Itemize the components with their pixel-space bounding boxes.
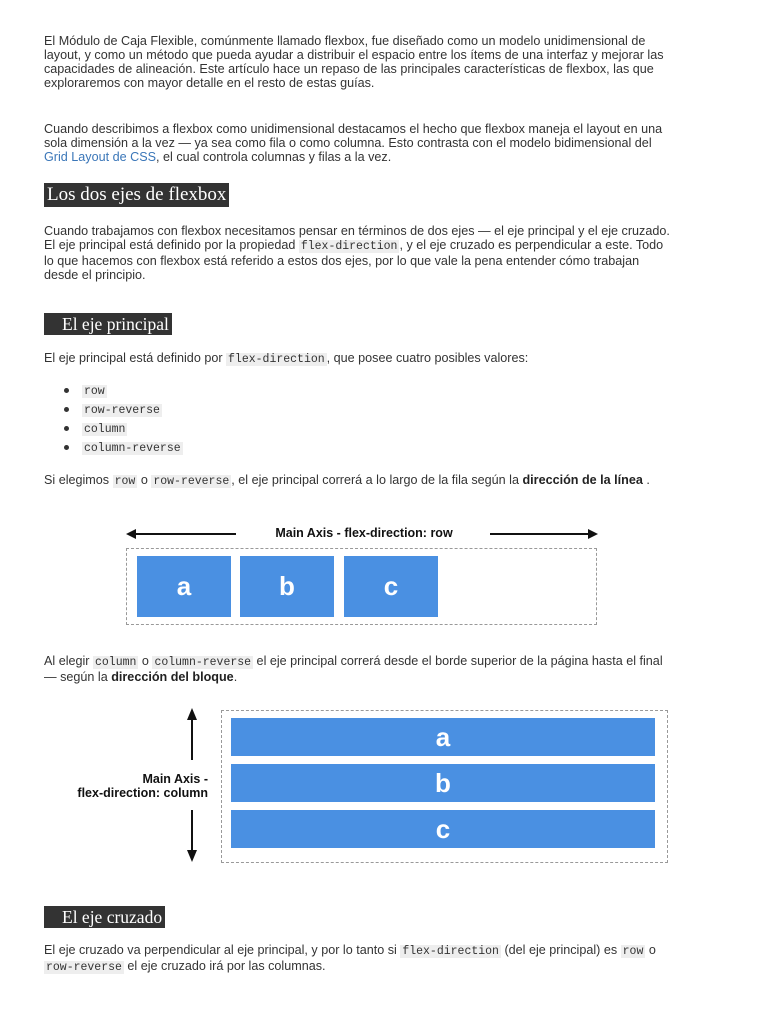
diagram-column-label: Main Axis - flex-direction: column	[77, 772, 208, 800]
column-paragraph: Al elegir column o column-reverse el eje principal correrá desde el borde superior de la página hasta el final — según la dirección del bloque.	[44, 654, 663, 684]
unidimensional-paragraph: Cuando describimos a flexbox como unidimensional destacamos el hecho que flexbox maneja el layout en una sola dimensión a la vez — ya sea como fila o como columna. Esto contrasta con el modelo bidimensional del Grid Layout de CSS, el cual controla columnas y filas a la vez.	[44, 122, 663, 164]
list-item: row	[82, 381, 183, 400]
list-item: column	[82, 419, 183, 438]
list-item: column-reverse	[82, 438, 183, 457]
main-axis-paragraph: El eje principal está definido por flex-direction , que posee cuatro posibles valores:	[44, 351, 529, 366]
arrow-line	[191, 810, 193, 852]
heading-eje-principal: El eje principal	[44, 313, 172, 335]
flex-direction-values-list	[44, 381, 183, 457]
flex-item-c: c	[344, 556, 438, 617]
row-paragraph: Si elegimos row o row-reverse , el eje principal correrá a lo largo de la fila según la dirección de la línea .	[44, 473, 650, 488]
diagram-column	[56, 706, 670, 866]
heading-dos-ejes: Los dos ejes de flexbox	[44, 183, 229, 207]
diagram-row	[126, 524, 598, 627]
intro-paragraph: El Módulo de Caja Flexible, comúnmente llamado flexbox, fue diseñado como un modelo unidimensional de layout, y como un método que pueda ayudar a distribuir el espacio entre los ítems de una interfaz y mejorar las capacidades de alineación. Este artículo hace un repaso de las principales características de flexbox, las que exploraremos con mayor detalle en el resto de estas guías.	[44, 34, 664, 90]
arrow-right-icon	[588, 529, 598, 539]
cross-axis-paragraph: El eje cruzado va perpendicular al eje principal, y por lo tanto si flex-direction (del eje principal) es row o row-reverse el eje cruzado irá por las columnas.	[44, 943, 656, 974]
flex-container	[221, 710, 668, 863]
diagram-row-label: Main Axis - flex-direction: row	[275, 526, 453, 540]
flex-item-c: c	[231, 810, 655, 848]
inline-code: flex-direction	[228, 353, 325, 366]
arrow-line	[490, 533, 594, 535]
arrow-line	[128, 533, 236, 535]
list-item: row-reverse	[82, 400, 183, 419]
arrow-up-icon	[187, 708, 197, 720]
bold-term: dirección de la línea	[522, 473, 643, 487]
arrow-line	[191, 720, 193, 760]
grid-layout-link[interactable]: Grid Layout de CSS	[44, 150, 157, 164]
flex-item-a: a	[137, 556, 231, 617]
flex-item-b: b	[231, 764, 655, 802]
inline-code: flex-direction	[300, 240, 398, 253]
flex-container	[126, 548, 597, 625]
arrow-down-icon	[187, 850, 197, 862]
flex-item-b: b	[240, 556, 334, 617]
heading-eje-cruzado: El eje cruzado	[44, 906, 165, 928]
two-axes-paragraph: Cuando trabajamos con flexbox necesitamos pensar en términos de dos ejes — el eje principal y el eje cruzado. El eje principal está definido por la propiedad flex-direction , y el eje cruzado es perpendicular a este. Todo lo que hacemos con flexbox está referido a estos dos ejes, por lo que vale la pena entender cómo trabajan desde el principio.	[44, 224, 670, 282]
bold-term: dirección del bloque	[111, 670, 234, 684]
flex-item-a: a	[231, 718, 655, 756]
